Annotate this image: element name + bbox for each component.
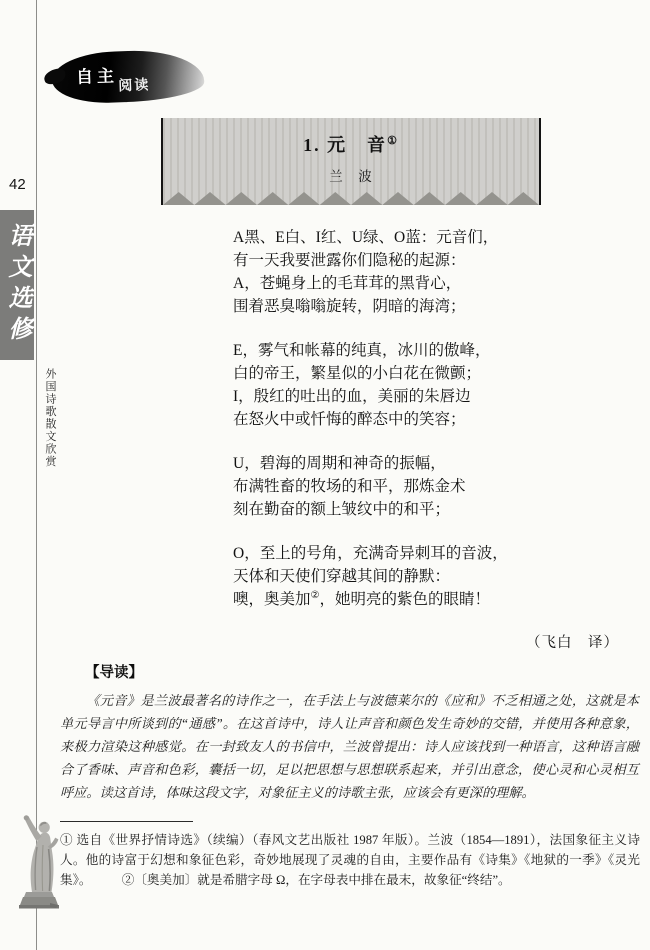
poem-line: 天体和天使们穿越其间的静默：: [233, 568, 451, 585]
banner-text-main: 自主: [75, 66, 119, 87]
poem-line: O，至上的号角，充满奇异刺耳的音波，: [233, 545, 508, 562]
footnote-1: ① 选自《世界抒情诗选》（续编）（春风文艺出版社 1987 年版）。兰波（1854—1891），法国象征主义诗人。他的诗富于幻想和象征色彩，奇妙地展现了灵魂的自由，主要作品有《诗集》《地狱的一季》《灵光集》。: [60, 833, 640, 887]
poem-line: 刻在勤奋的额上皱纹中的和平；: [233, 501, 451, 518]
poem-body: [233, 226, 625, 655]
poem-line-text: 噢，奥美加: [233, 591, 311, 608]
poem-stanza-1: [233, 226, 625, 318]
poem-title-box: [161, 118, 541, 205]
footnote-2: ②〔奥美加〕就是希腊字母 Ω，在字母表中排在最末，故象征“终结”。: [121, 873, 511, 887]
sidebar-series-title: 语文选修: [4, 223, 30, 347]
poem-line: 围着恶臭嗡嗡旋转，阴暗的海湾；: [233, 298, 466, 315]
footnotes-block: [60, 830, 640, 890]
poem-line: 在怒火中或忏悔的醉态中的笑容；: [233, 411, 466, 428]
poem-title-text: 1. 元 音: [303, 135, 388, 155]
poem-line: 白的帝王，繁星似的小白花在微颤；: [233, 365, 482, 382]
poem-stanza-3: [233, 452, 625, 521]
guide-heading: 【导读】: [85, 665, 143, 681]
poem-stanza-4: [233, 542, 625, 611]
page-border-line: [36, 0, 37, 950]
poem-line-with-note: [233, 588, 625, 611]
banner-text-sub: 阅读: [118, 76, 151, 94]
section-banner: [51, 48, 205, 104]
poem-line: I，殷红的吐出的血，美丽的朱唇边: [233, 388, 471, 405]
guide-section: [60, 661, 639, 804]
footnote-ref-1: ①: [387, 135, 399, 147]
poem-line: 有一天我要泄露你们隐秘的起源：: [233, 252, 466, 269]
page-number: 42: [9, 176, 26, 193]
footnote-ref-2: ②: [310, 589, 320, 601]
footnote-divider: [60, 821, 193, 822]
poem-line: U，碧海的周期和神奇的振幅，: [233, 455, 446, 472]
poem-stanza-2: [233, 339, 625, 431]
poem-author: 兰 波: [329, 169, 373, 184]
guide-paragraph: 《元音》是兰波最著名的诗作之一，在手法上与波德莱尔的《应和》不乏相通之处，这就是本单元导言中所谈到的“通感”。在这首诗中，诗人让声音和颜色发生奇妙的交错，并使用各种意象，来极力渲染这种感觉。在一封致友人的书信中，兰波曾提出：诗人应该找到一种语言，这种语言融合了香味、声音和色彩，囊括一切，足以把思想与思想联系起来，并引出意念，使心灵和心灵相互呼应。读这首诗，体味这段文字，对象征主义的诗歌主张，应该会有更深的理解。: [60, 693, 639, 800]
poem-line: E，雾气和帐幕的纯真，冰川的傲峰，: [233, 342, 491, 359]
statue-image: [6, 815, 72, 915]
poem-line: 布满牲畜的牧场的和平，那炼金术: [233, 478, 466, 495]
sidebar-series-block: [0, 210, 34, 360]
zigzag-border-decoration: [163, 192, 539, 205]
poem-line: A黑、E白、I红、U绿、O蓝：元音们，: [233, 229, 499, 246]
sidebar-subseries-title: 外国诗歌散文欣赏: [44, 368, 56, 468]
poem-line: A，苍蝇身上的毛茸茸的黑背心，: [233, 275, 462, 292]
poem-title: [163, 131, 539, 157]
translator-credit: （飞白 译）: [526, 635, 619, 651]
poem-line-text: ，她明亮的紫色的眼睛！: [319, 591, 490, 608]
